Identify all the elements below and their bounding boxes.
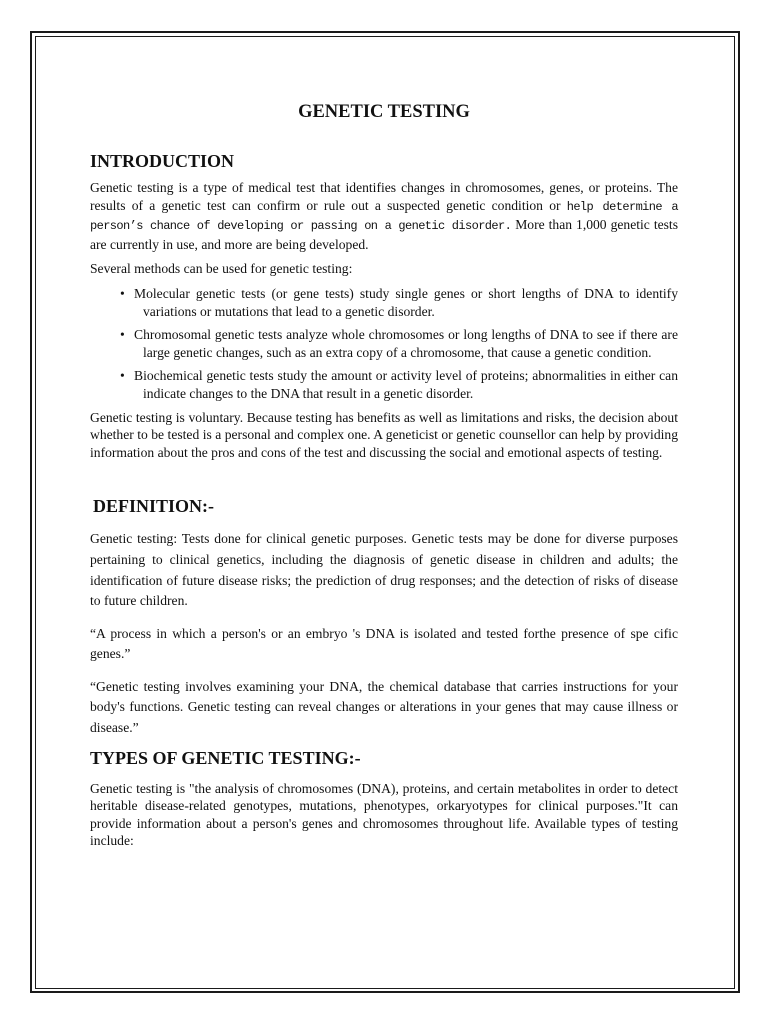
introduction-heading: INTRODUCTION xyxy=(90,151,235,171)
definition-quote-1: “A process in which a person's or an embryo 's DNA is isolated and tested forthe presence of spe cific genes.” xyxy=(90,625,678,662)
list-item: • Biochemical genetic tests study the amount or activity level of proteins; abnormalities in either can indicate changes to the DNA that result in a genetic disorder. xyxy=(120,368,678,401)
list-item: • Chromosomal genetic tests analyze whole chromosomes or long lengths of DNA to see if there are large genetic changes, such as an extra copy of a chromosome, that cause a genetic condition. xyxy=(120,327,678,360)
definition-section xyxy=(90,529,678,738)
intro-text-b: More than 1,000 genetic tests are currently in use, and more are being developed. xyxy=(90,217,679,252)
introduction-paragraph-1 xyxy=(90,179,678,253)
intro-text-mono: help determine a person’s chance of developing or passing on a genetic disorder. xyxy=(90,199,678,234)
types-paragraph: Genetic testing is "the analysis of chromosomes (DNA), proteins, and certain metabolites in order to detect heritable disease-related genotypes, mutations, phenotypes, orkaryotypes for clinical purposes."It can provide information about a person's genes and chromosomes throughout life. Available types of testing include: xyxy=(90,780,678,849)
methods-list xyxy=(90,285,678,403)
list-item: • Molecular genetic tests (or gene tests) study single genes or short lengths of DNA to identify variations or mutations that lead to a genetic disorder. xyxy=(120,285,678,319)
intro-text-a: Genetic testing is a type of medical test that identifies changes in chromosomes, genes, or proteins. The results of a genetic test can confirm or rule out a suspected genetic condition or xyxy=(90,180,678,213)
introduction-paragraph-3: Genetic testing is voluntary. Because testing has benefits as well as limitations and risks, the decision about whether to be tested is a personal and complex one. A geneticist or genetic counsellor can help by providing information about the pros and cons of the test and discussing the social and emotional aspects of testing. xyxy=(90,409,678,460)
bullet-icon: • xyxy=(120,285,125,301)
document-body xyxy=(90,100,678,850)
definition-paragraph-1: Genetic testing: Tests done for clinical genetic purposes. Genetic tests may be done for diverse purposes pertaining to clinical genetics, including the diagnosis of genetic disease in children and adults; the identification of future disease risks; the prediction of drug responses; and the detection of risks of disease to future children. xyxy=(90,531,678,609)
definition-quote-2: “Genetic testing involves examining your DNA, the chemical database that carries instructions for your body's functions. Genetic testing can reveal changes or alterations in your genes that may cause illness or disease.” xyxy=(90,678,678,736)
document-title: GENETIC TESTING xyxy=(298,102,470,122)
bullet-icon: • xyxy=(120,327,125,343)
introduction-paragraph-2: Several methods can be used for genetic testing: xyxy=(90,261,353,277)
definition-heading: DEFINITION:- xyxy=(93,496,215,517)
types-heading: TYPES OF GENETIC TESTING:- xyxy=(90,747,361,768)
bullet-icon: • xyxy=(120,368,125,384)
